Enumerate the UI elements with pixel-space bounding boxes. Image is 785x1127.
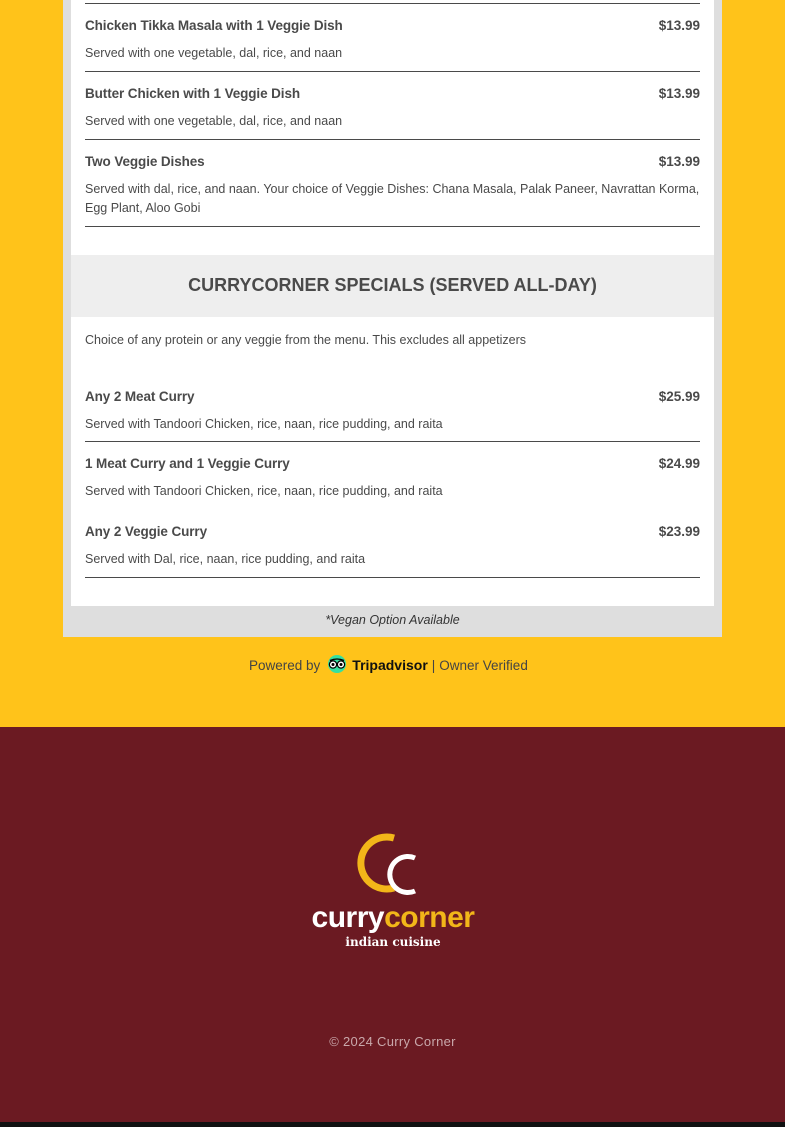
menu-item-description: Served with one vegetable, dal, rice, and naan xyxy=(85,114,343,128)
section-note: Choice of any protein or any veggie from the menu. This excludes all appetizers xyxy=(85,333,526,347)
specials-section-header xyxy=(71,255,714,317)
cc-monogram-icon xyxy=(300,833,486,903)
section-title: CURRYCORNER SPECIALS (SERVED ALL-DAY) xyxy=(188,275,597,295)
divider xyxy=(85,577,700,578)
owner-verified-label: Owner Verified xyxy=(439,657,528,673)
menu-item-name: Any 2 Veggie Curry xyxy=(85,524,207,539)
menu-item-name: 1 Meat Curry and 1 Veggie Curry xyxy=(85,456,290,471)
vegan-note: *Vegan Option Available xyxy=(325,613,460,627)
divider xyxy=(85,3,700,4)
copyright: © 2024 Curry Corner xyxy=(329,1034,456,1049)
logo-tagline: indian cuisine xyxy=(345,935,441,949)
logo-wordmark xyxy=(300,901,486,935)
bottom-bar xyxy=(0,1122,785,1127)
menu-item-description: Served with Dal, rice, naan, rice pudding, and raita xyxy=(85,552,366,566)
curry-corner-logo[interactable] xyxy=(300,833,486,955)
menu-item-name: Any 2 Meat Curry xyxy=(85,389,195,404)
menu-item-name: Two Veggie Dishes xyxy=(85,154,205,169)
tripadvisor-wordmark: Tripadvisor xyxy=(352,657,428,673)
logo-word-corner: corner xyxy=(384,901,475,934)
menu-item-description: Served with dal, rice, and naan. Your choice of Veggie Dishes: Chana Masala, Palak Paneer, Navrattan Korma, Egg Plant, Aloo Gobi xyxy=(85,182,700,215)
menu-item-description: Served with Tandoori Chicken, rice, naan, rice pudding, and raita xyxy=(85,417,443,431)
menu-item-name: Chicken Tikka Masala with 1 Veggie Dish xyxy=(85,18,343,33)
tripadvisor-badge-link[interactable] xyxy=(249,654,528,676)
tripadvisor-owl-icon xyxy=(326,655,348,676)
menu-item-price: $23.99 xyxy=(658,524,700,539)
divider xyxy=(85,139,700,140)
menu-item-price: $25.99 xyxy=(658,389,700,404)
menu-item-name: Butter Chicken with 1 Veggie Dish xyxy=(85,86,300,101)
divider xyxy=(85,441,700,442)
powered-by-label: Powered by xyxy=(249,657,321,673)
menu-item-price: $13.99 xyxy=(658,154,700,169)
menu-item-price: $13.99 xyxy=(658,18,700,33)
menu-item-price: $24.99 xyxy=(658,456,700,471)
menu-item-description: Served with Tandoori Chicken, rice, naan, rice pudding, and raita xyxy=(85,484,443,498)
menu-item-description: Served with one vegetable, dal, rice, and naan xyxy=(85,46,343,60)
divider xyxy=(85,226,700,227)
divider xyxy=(85,71,700,72)
separator: | xyxy=(431,657,436,673)
menu-item-price: $13.99 xyxy=(658,86,700,101)
logo-word-curry: curry xyxy=(311,901,385,934)
